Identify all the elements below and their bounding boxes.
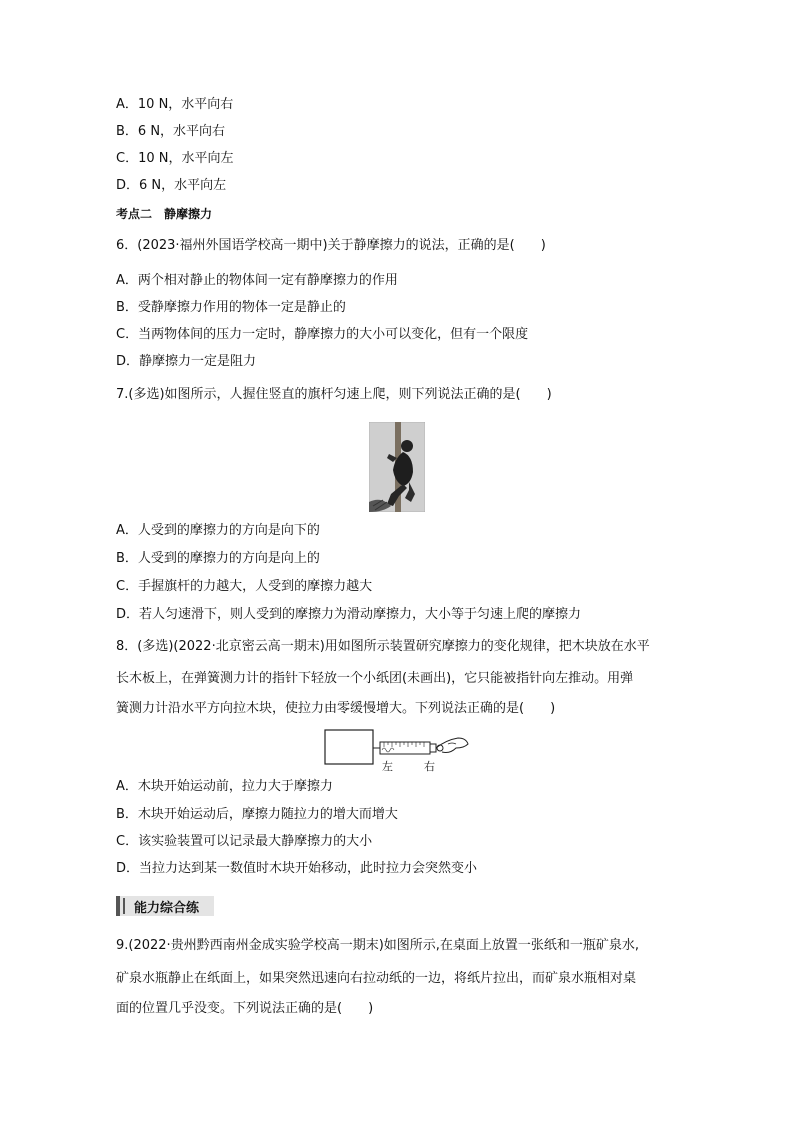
q8-stem-line-3: 簧测力计沿水平方向拉木块，使拉力由零缓慢增大。下列说法正确的是( ) (116, 701, 556, 716)
spring-scale-diagram (324, 726, 470, 774)
q5-option-c: C．10 N，水平向左 (116, 151, 234, 166)
label-right: 右 (424, 760, 435, 773)
q7-option-a: A．人受到的摩擦力的方向是向下的 (116, 523, 320, 538)
q9-stem-line-2: 矿泉水瓶静止在纸面上，如果突然迅速向右拉动纸的一边，将纸片拉出，而矿泉水瓶相对桌 (116, 971, 637, 986)
q7-stem: 7.(多选)如图所示，人握住竖直的旗杆匀速上爬，则下列说法正确的是( ) (116, 387, 552, 402)
q8-stem-line-1: 8．(多选)(2022·北京密云高一期末)用如图所示装置研究摩擦力的变化规律，把木块放在水平 (116, 639, 650, 654)
q7-option-b: B．人受到的摩擦力的方向是向上的 (116, 551, 320, 566)
q8-stem-line-2: 长木板上，在弹簧测力计的指针下轻放一个小纸团(未画出)，它只能被指针向左推动。用弹 (116, 671, 634, 686)
q8-option-a: A．木块开始运动前，拉力大于摩擦力 (116, 779, 333, 794)
q8-option-d: D．当拉力达到某一数值时木块开始移动，此时拉力会突然变小 (116, 861, 478, 876)
section-title-static-friction: 考点二 静摩擦力 (116, 207, 213, 221)
q6-option-d: D．静摩擦力一定是阻力 (116, 354, 257, 369)
label-left: 左 (382, 760, 393, 773)
q7-option-c: C．手握旗杆的力越大，人受到的摩擦力越大 (116, 579, 373, 594)
q5-option-d: D．6 N，水平向左 (116, 178, 227, 193)
section-bar-comprehensive (116, 896, 214, 916)
q8-option-c: C．该实验装置可以记录最大静摩擦力的大小 (116, 834, 373, 849)
q6-option-c: C．当两物体间的压力一定时，静摩擦力的大小可以变化，但有一个限度 (116, 327, 529, 342)
flagpole-climber-photo (369, 422, 425, 512)
q6-option-b: B．受静摩擦力作用的物体一定是静止的 (116, 300, 346, 315)
q5-option-b: B．6 N，水平向右 (116, 124, 226, 139)
q6-option-a: A．两个相对静止的物体间一定有静摩擦力的作用 (116, 273, 398, 288)
q8-option-b: B．木块开始运动后，摩擦力随拉力的增大而增大 (116, 807, 398, 822)
q7-option-d: D．若人匀速滑下，则人受到的摩擦力为滑动摩擦力，大小等于匀速上爬的摩擦力 (116, 607, 582, 622)
q9-stem-line-3: 面的位置几乎没变。下列说法正确的是( ) (116, 1001, 374, 1016)
q5-option-a: A．10 N，水平向右 (116, 97, 234, 112)
q9-stem-line-1: 9.(2022·贵州黔西南州金成实验学校高一期末)如图所示,在桌面上放置一张纸和一瓶矿泉水, (116, 938, 640, 953)
section-title-comprehensive: 能力综合练 (134, 901, 200, 916)
section-bar-marker (123, 898, 125, 914)
q6-stem: 6．(2023·福州外国语学校高一期中)关于静摩擦力的说法，正确的是( ) (116, 238, 546, 253)
